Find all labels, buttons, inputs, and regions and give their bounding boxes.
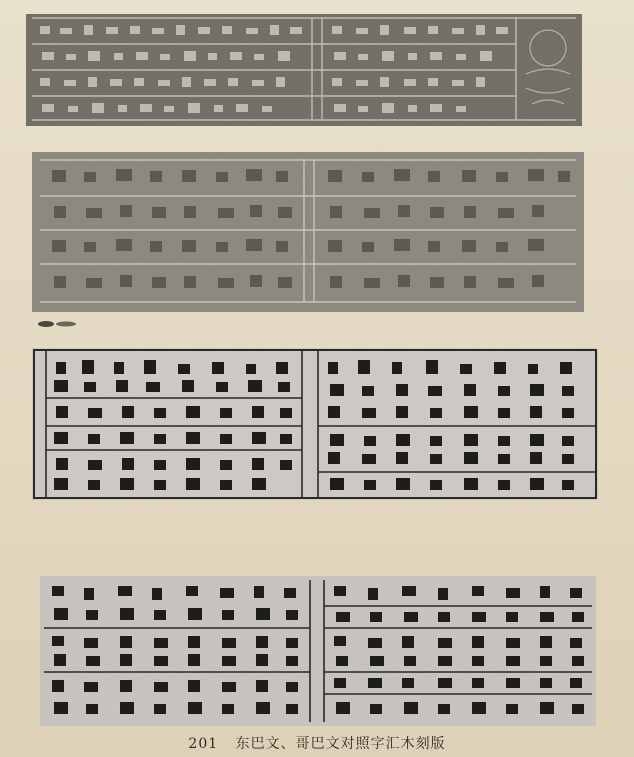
plate-bottom-image: [40, 576, 596, 726]
figure-caption: [0, 733, 634, 753]
woodblock-plate-third: [32, 348, 598, 500]
figure-number: 201: [188, 736, 219, 752]
plate-top-image: [26, 14, 582, 126]
woodblock-plate-second: [32, 152, 584, 312]
woodblock-plate-top: [26, 14, 582, 126]
plate-third-image: [32, 348, 598, 500]
plate-second-image: [32, 152, 584, 312]
figure-caption-text: 东巴文、哥巴文对照字汇木刻版: [235, 736, 446, 752]
woodblock-plate-bottom: [40, 576, 596, 726]
ink-smudge: [36, 320, 92, 328]
